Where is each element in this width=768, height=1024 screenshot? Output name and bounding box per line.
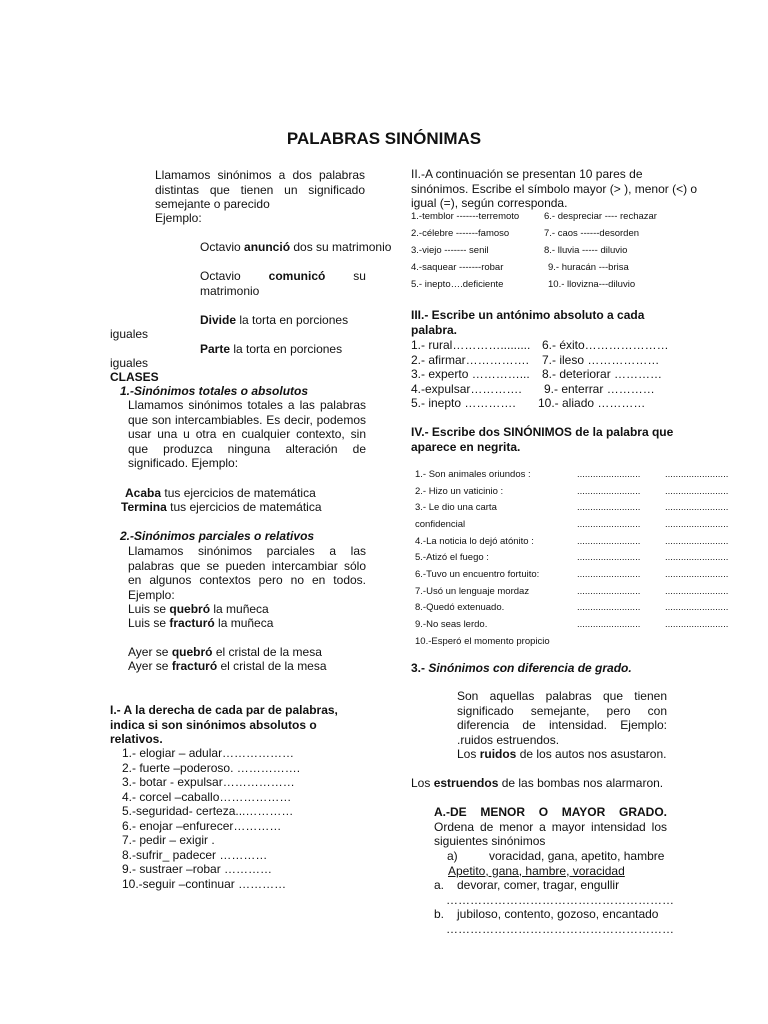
example-text: Los (457, 747, 480, 761)
list-marker: a. (434, 878, 445, 892)
grid-cell: 10.- llovizna---diluvio (548, 279, 636, 290)
grid-cell: 7.- ileso ……………… (542, 352, 660, 367)
table-row (415, 485, 503, 500)
row-label: 9.-No seas lerdo. (415, 619, 488, 630)
table-row (415, 568, 539, 583)
answer-blank: ........................ (665, 486, 729, 497)
list-item (434, 878, 674, 893)
list-item: 6.- enojar –enfurecer………… (122, 818, 282, 833)
grid-cell: 4.-expulsar…………. (411, 381, 522, 396)
example-4 (200, 342, 342, 357)
grid-cell: 2.-célebre -------famoso (411, 228, 510, 239)
exercise-i-list (122, 746, 362, 891)
row-label: 10.-Esperó el momento propicio (415, 636, 550, 647)
grid-cell: 5.- inepto …………. (411, 396, 516, 410)
table-row (415, 501, 497, 516)
intro-paragraph: Llamamos sinónimos a dos palabras distintas que tienen un significado semejante o parecido (155, 168, 365, 211)
example-text: la torta en porciones (230, 342, 343, 356)
answer-blank: ........................ (665, 586, 729, 597)
example-word: quebró (169, 602, 211, 616)
list-item (434, 849, 674, 864)
list-marker: a) (447, 849, 458, 863)
grid-cell: 4.-saquear -------robar (411, 262, 504, 273)
list-item: 2.- fuerte –poderoso. ……………. (122, 760, 301, 775)
list-text: Apetito, gana, hambre, voracidad (448, 863, 625, 878)
example-text: su (353, 269, 366, 283)
answer-blank: ........................ (577, 502, 641, 513)
example-acaba (125, 486, 316, 501)
list-marker: b. (434, 907, 445, 921)
exercise-a (434, 805, 667, 849)
exercise-a-list (434, 849, 674, 936)
example-word: Acaba (125, 486, 162, 500)
table-row (415, 618, 487, 633)
list-marker (434, 922, 446, 937)
example-text: la muñeca (214, 616, 274, 630)
example-2 (200, 269, 366, 298)
clases-heading: CLASES (110, 370, 159, 384)
answer-blank: ........................ (577, 552, 641, 563)
example-text: el cristal de la mesa (217, 659, 327, 673)
exercise-a-text: Ordena de menor a mayor intensidad los siguientes sinónimos (434, 819, 667, 848)
table-row (415, 635, 550, 650)
grid-cell: 3.-viejo ------- senil (411, 245, 489, 256)
row-label: 3.- Le dio una carta (415, 502, 497, 513)
example-word: comunicó (268, 269, 326, 283)
example-word: fracturó (169, 616, 215, 630)
answer-blank: ........................ (577, 602, 641, 613)
answer-blank: ........................ (577, 536, 641, 547)
list-text: devorar, comer, tragar, engullir (457, 878, 620, 892)
grid-cell: 8.- deteriorar ………… (542, 367, 663, 381)
example-text: el cristal de la mesa (212, 645, 322, 659)
grid-cell: 3.- experto …………... (411, 367, 530, 381)
grid-cell: 5.- inepto….deficiente (411, 279, 504, 290)
table-row (415, 551, 489, 566)
table-row (415, 535, 534, 550)
example-text: Ayer se (128, 645, 172, 659)
list-item: 4.- corcel –caballo……………… (122, 789, 292, 804)
example-text: Octavio (200, 269, 241, 283)
answer-blank: ........................ (577, 569, 641, 580)
grid-cell: 1.- rural…………......... (411, 338, 531, 352)
list-item (434, 907, 674, 922)
example-text: Octavio (200, 240, 245, 254)
example-text: la muñeca (210, 602, 269, 616)
example-text: Ayer se (128, 659, 172, 673)
exercise-iii-grid (411, 338, 711, 412)
grid-cell: 9.- huracán ---brisa (548, 262, 629, 273)
row-label: 6.-Tuvo un encuentro fortuito: (415, 569, 540, 580)
row-label: 5.-Atizó el fuego : (415, 552, 489, 563)
section-heading-grado (411, 661, 632, 676)
table-row (415, 518, 465, 533)
example-text: de las bombas nos alarmaron. (498, 776, 664, 790)
grid-cell: 9.- enterrar ………… (544, 381, 655, 396)
row-label: confidencial (415, 519, 466, 530)
answer-blank: ........................ (665, 536, 729, 547)
exercise-a-title: A.-DE MENOR O MAYOR GRADO. (434, 805, 667, 819)
list-item (434, 922, 674, 937)
example-text: matrimonio (200, 283, 260, 298)
list-text: ………………………………………………… (446, 921, 674, 936)
example-ruidos (457, 747, 666, 762)
example-s2 (128, 616, 273, 631)
example-word: estruendos (433, 776, 499, 790)
row-label: 8.-Quedó extenuado. (415, 602, 505, 613)
example-word: anunció (244, 240, 291, 254)
list-text: ………………………………………………… (446, 892, 674, 907)
exercise-iv-title: IV.- Escribe dos SINÓNIMOS de la palabra que aparece en negrita. (411, 425, 674, 454)
exercise-iii-title: III.- Escribe un antónimo absoluto a cada palabra. (411, 308, 645, 337)
answer-blank: ........................ (577, 619, 641, 630)
list-item: 1.- elogiar – adular……………… (122, 746, 295, 760)
parciales-paragraph: Llamamos sinónimos parciales a las palabras que se pueden intercambiar sólo en algunos contextos pero no en todos. Ejemplo: (128, 544, 366, 602)
example-text: iguales (110, 356, 149, 370)
list-marker (434, 893, 446, 908)
grado-paragraph: Son aquellas palabras que tienen significado semejante, pero con diferencia de intensidad. Ejemplo: .ruidos estruendos. (457, 689, 667, 747)
example-3 (200, 313, 348, 328)
table-row (415, 601, 504, 616)
totales-paragraph: Llamamos sinónimos totales a las palabras que son intercambiables. Es decir, podemos usar una u otra en cualquier contexto, sin que produzca ninguna alteración de significado. Ejemplo: (128, 398, 366, 470)
page-title: PALABRAS SINÓNIMAS (286, 129, 482, 148)
grid-cell: 7.- caos ------desorden (544, 228, 640, 239)
answer-blank: ........................ (577, 519, 641, 530)
list-text: jubiloso, contento, gozoso, encantado (457, 907, 659, 921)
example-1 (200, 240, 391, 255)
row-label: 2.- Hizo un vaticinio : (415, 486, 504, 497)
exercise-i-title: I.- A la derecha de cada par de palabras, indica si son sinónimos absolutos o relativos. (110, 703, 338, 746)
section-heading-text: Sinónimos con diferencia de grado. (428, 661, 632, 675)
list-item (434, 893, 674, 908)
example-word: Parte (200, 342, 231, 356)
exercise-ii-title: II.-A continuación se presentan 10 pares de sinónimos. Escribe el símbolo mayor (> ), menor (<) o igual (=), según corresponda. (411, 167, 698, 210)
section-number: 3.- (411, 661, 429, 675)
list-item: 7.- pedir – exigir . (122, 833, 215, 847)
example-text: dos su matrimonio (290, 240, 392, 254)
answer-blank: ........................ (665, 619, 729, 630)
example-s1 (128, 602, 269, 617)
example-word: ruidos (479, 747, 517, 761)
answer-blank: ........................ (577, 586, 641, 597)
ejemplo-label: Ejemplo: (155, 211, 202, 225)
example-text: tus ejercicios de matemática (161, 486, 316, 500)
example-text: de los autos nos asustaron. (516, 747, 667, 761)
list-marker (434, 864, 448, 879)
example-word: fracturó (171, 659, 218, 673)
section-heading-parciales: 2.-Sinónimos parciales o relativos (120, 529, 315, 543)
example-text: Los (411, 776, 434, 790)
example-text: la torta en porciones (236, 313, 349, 327)
grid-cell: 10.- aliado ………… (538, 396, 646, 410)
grid-cell: 1.-temblor -------terremoto (411, 211, 520, 222)
table-row (415, 468, 531, 483)
answer-blank: ........................ (577, 469, 641, 480)
row-label: 4.-La noticia lo dejó atónito : (415, 536, 534, 547)
answer-blank: ........................ (665, 569, 729, 580)
list-item: 10.-seguir –continuar ………… (122, 876, 287, 891)
list-item: 3.- botar - expulsar……………… (122, 775, 295, 789)
list-item: 8.-sufrir_ padecer ………… (122, 847, 268, 862)
answer-blank: ........................ (577, 486, 641, 497)
row-label: 1.- Son animales oriundos : (415, 469, 531, 480)
table-row (415, 585, 529, 600)
example-text: Luis se (128, 616, 170, 630)
list-item: 9.- sustraer –robar ………… (122, 862, 273, 876)
grid-cell: 6.- éxito………………… (542, 338, 669, 352)
exercise-ii-grid (411, 210, 711, 290)
example-s3 (128, 645, 322, 660)
example-text: iguales (110, 327, 149, 341)
answer-blank: ........................ (665, 552, 729, 563)
answer-blank: ........................ (665, 469, 729, 480)
grid-cell: 2.- afirmar……………. (411, 352, 530, 367)
example-estruendos (411, 776, 663, 791)
answer-blank: ........................ (665, 519, 729, 530)
list-item: 5.-seguridad- certeza...………… (122, 804, 294, 818)
answer-blank: ........................ (665, 502, 729, 513)
example-word: Divide (200, 313, 237, 327)
example-word: quebró (171, 645, 213, 659)
section-heading-totales: 1.-Sinónimos totales o absolutos (120, 384, 309, 398)
example-word: Termina (121, 500, 167, 514)
grid-cell: 8.- lluvia ----- diluvio (544, 245, 628, 256)
grid-cell: 6.- despreciar ---- rechazar (544, 211, 657, 222)
answer-blank: ........................ (665, 602, 729, 613)
example-termina (121, 500, 322, 515)
example-text: tus ejercicios de matemática (166, 500, 322, 514)
example-text: Luis se (128, 602, 170, 616)
row-label: 7.-Usó un lenguaje mordaz (415, 586, 530, 597)
list-text: voracidad, gana, apetito, hambre (489, 849, 665, 863)
exercise-iv-table (415, 468, 765, 653)
list-item (434, 864, 674, 879)
example-s4 (128, 659, 327, 674)
